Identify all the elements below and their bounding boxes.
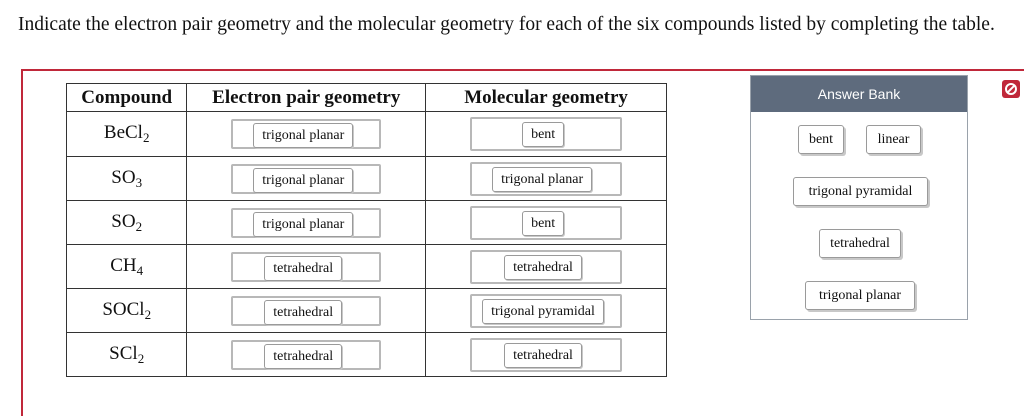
- compound-cell: [67, 201, 187, 245]
- answer-chip[interactable]: bent: [522, 122, 564, 147]
- drop-slot[interactable]: [470, 294, 622, 328]
- drop-slot[interactable]: [231, 119, 381, 149]
- molecular-drop-cell[interactable]: [426, 245, 667, 289]
- question-prompt: Indicate the electron pair geometry and the molecular geometry for each of the six compounds listed by completing the table.: [18, 14, 995, 35]
- answer-bank-title: Answer Bank: [751, 76, 967, 112]
- electron-pair-drop-cell[interactable]: [187, 157, 426, 201]
- circle-slash-icon: [1004, 82, 1018, 96]
- answer-panel-top-border: [21, 69, 1024, 71]
- bank-chip-tetrahedral[interactable]: tetrahedral: [819, 229, 901, 258]
- drop-slot[interactable]: [231, 252, 381, 282]
- bank-chip-bent[interactable]: bent: [798, 125, 844, 154]
- electron-pair-drop-cell[interactable]: [187, 245, 426, 289]
- answer-chip[interactable]: trigonal pyramidal: [482, 299, 604, 324]
- formula-subscript: 2: [137, 350, 145, 366]
- header-electron-pair-geometry: Electron pair geometry: [187, 84, 426, 112]
- molecular-drop-cell[interactable]: [426, 112, 667, 157]
- geometry-table: [66, 83, 667, 377]
- answer-chip[interactable]: tetrahedral: [264, 256, 342, 281]
- compound-cell: [67, 157, 187, 201]
- compound-cell: [67, 333, 187, 377]
- drop-slot[interactable]: [231, 164, 381, 194]
- drop-slot[interactable]: [470, 250, 622, 284]
- drop-slot[interactable]: [470, 338, 622, 372]
- answer-chip[interactable]: bent: [522, 211, 564, 236]
- drop-slot[interactable]: [470, 117, 622, 151]
- formula-subscript: 3: [135, 174, 143, 190]
- drop-slot[interactable]: [231, 296, 381, 326]
- answer-chip[interactable]: trigonal planar: [253, 123, 353, 148]
- drop-slot[interactable]: [470, 162, 622, 196]
- header-compound: Compound: [67, 84, 187, 112]
- bank-chip-trigonal-planar[interactable]: trigonal planar: [805, 281, 915, 310]
- formula: CH: [110, 254, 137, 276]
- table-row: [67, 289, 667, 333]
- compound-cell: [67, 289, 187, 333]
- answer-bank: [750, 75, 968, 320]
- answer-chip[interactable]: trigonal planar: [492, 167, 592, 192]
- bank-chip-linear[interactable]: linear: [866, 125, 921, 154]
- formula: SCl: [109, 342, 138, 364]
- drop-slot[interactable]: [231, 208, 381, 238]
- formula: SO: [111, 166, 136, 188]
- electron-pair-drop-cell[interactable]: [187, 289, 426, 333]
- formula-subscript: 2: [135, 218, 143, 234]
- molecular-drop-cell[interactable]: [426, 333, 667, 377]
- answer-chip[interactable]: tetrahedral: [264, 300, 342, 325]
- electron-pair-drop-cell[interactable]: [187, 201, 426, 245]
- table-row: [67, 201, 667, 245]
- formula-subscript: 2: [144, 306, 152, 322]
- formula: BeCl: [103, 122, 143, 143]
- table-row: [67, 157, 667, 201]
- drop-slot[interactable]: [231, 340, 381, 370]
- answer-chip[interactable]: tetrahedral: [504, 255, 582, 280]
- drop-slot[interactable]: [470, 206, 622, 240]
- formula: SOCl: [102, 298, 145, 320]
- answer-panel-left-border: [21, 69, 23, 416]
- table-row: [67, 333, 667, 377]
- table-row: [67, 245, 667, 289]
- incorrect-status-icon: [1002, 80, 1020, 98]
- answer-chip[interactable]: trigonal planar: [253, 168, 353, 193]
- bank-chip-trigonal-pyramidal[interactable]: trigonal pyramidal: [793, 177, 928, 206]
- formula: SO: [111, 210, 136, 232]
- electron-pair-drop-cell[interactable]: [187, 333, 426, 377]
- table-header-row: [67, 84, 667, 112]
- header-molecular-geometry: Molecular geometry: [426, 84, 667, 112]
- answer-chip[interactable]: tetrahedral: [504, 343, 582, 368]
- formula-subscript: 2: [142, 130, 150, 145]
- formula-subscript: 4: [136, 262, 144, 278]
- compound-cell: [67, 245, 187, 289]
- answer-chip[interactable]: tetrahedral: [264, 344, 342, 369]
- molecular-drop-cell[interactable]: [426, 157, 667, 201]
- molecular-drop-cell[interactable]: [426, 201, 667, 245]
- answer-chip[interactable]: trigonal planar: [253, 212, 353, 237]
- electron-pair-drop-cell[interactable]: [187, 112, 426, 157]
- compound-cell: [67, 112, 187, 157]
- molecular-drop-cell[interactable]: [426, 289, 667, 333]
- table-row: [67, 112, 667, 157]
